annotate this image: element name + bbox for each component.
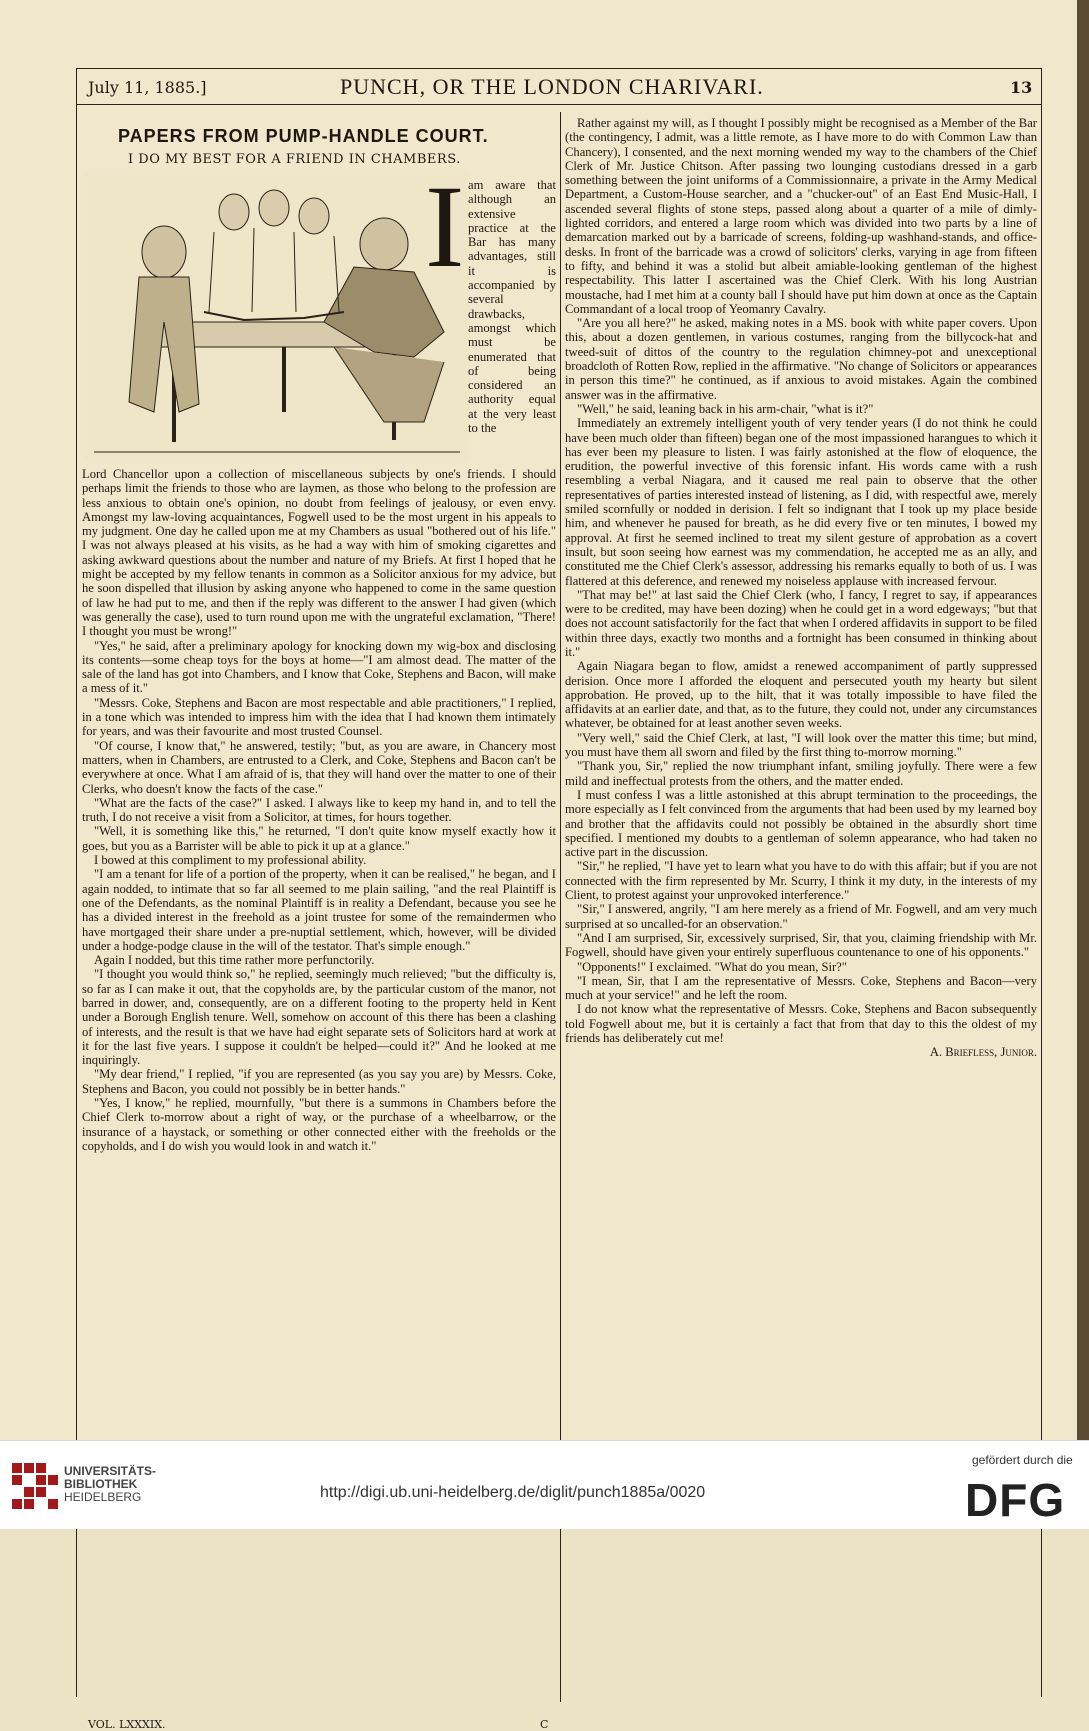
paragraph: "Are you all here?" he asked, making notes in a MS. book with white paper covers. Upon this, about a dozen gentlemen, in various costumes, ranging from the billycock-hat and tweed-suit of dittos of the country to the regulation chimney-pot and unexceptional broadcloth of Rotten Row, replied in the affirmative. "No change of Solicitors or appearances in person this time?" he continued, as if anxious to avoid mistakes. Again the combined answer was in the affirmative. (565, 316, 1037, 402)
paragraph: "My dear friend," I replied, "if you are represented (as you say you are) by Messrs. Coke, Stephens and Bacon, you could not possibly be in better hands." (82, 1067, 556, 1096)
paragraph: "What are the facts of the case?" I asked. I always like to keep my hand in, and to tell the truth, I do not receive a visit from a Solicitor, at times, for hours together. (82, 795, 556, 825)
university-library-logo-icon (12, 1463, 58, 1509)
permalink-url[interactable]: http://digi.ub.uni-heidelberg.de/diglit/punch1885a/0020 (320, 1484, 706, 1501)
author-signature: A. Briefless, Junior. (929, 1045, 1037, 1060)
logo-line: BIBLIOTHEK (64, 1477, 138, 1491)
volume-mark: VOL. LXXXIX. (88, 1718, 166, 1731)
drop-cap: I (425, 161, 465, 292)
paragraph: Rather against my will, as I thought I possibly might be recognised as a Member of the Bar (the contingency, I admit, was a little remote, as I have more to do with Common Law than Chancery), I consented, and the next morning wended my way to the chambers of the Chief Clerk of Mr. Justice Chitson. After passing two lounging custodians dressed in a garb something between the joint uniforms of a Commissionnaire, a private in the Army Medical Department, a Custom-House searcher, and a "chucker-out" of an East End Music-Hall, I ascended several flights of stone steps, passed along about a quarter of a mile of dimly-lighted corridors, and entered a large room which was divided into two parts by a line of demarcation marked out by a barricade of screens, folding-up washhand-stands, and office-desks. In front of the barricade was a crowd of solicitors' clerks, varying in age from fifteen to fifty, and behind it was a stolid but albeit amiable-looking gentleman of the highest respectability. This latter I ascertained was the Chief Clerk. With his long Austrian moustache, had I met him at a county ball I should have put him down at once as the Captain Commandant of a local troop of Yeomanry Cavalry. (565, 116, 1037, 316)
paragraph: "Thank you, Sir," replied the now triumphant infant, smiling joyfully. There were a few mild and ineffectual protests from the others, and the matter ended. (565, 759, 1037, 788)
university-library-name (64, 1465, 156, 1504)
funding-note: gefördert durch die (972, 1453, 1073, 1467)
page-edge (1077, 0, 1089, 1440)
paragraph: "I mean, Sir, that I am the representative of Messrs. Coke, Stephens and Bacon—very much at your service!" and he left the room. (565, 973, 1037, 1003)
viewer-footer-bar (0, 1440, 1089, 1529)
masthead-title: PUNCH, OR THE LONDON CHARIVARI. (340, 74, 764, 99)
intro-side-text (468, 178, 556, 435)
article-subtitle: I DO MY BEST FOR A FRIEND IN CHAMBERS. (128, 152, 461, 167)
issue-date: July 11, 1885.] (88, 78, 207, 97)
article-title: PAPERS FROM PUMP-HANDLE COURT. (118, 126, 489, 146)
paragraph: "Very well," said the Chief Clerk, at last, "I will look over the matter this time; but mind, you must have them all sworn and filed by the first thing to-morrow morning." (565, 730, 1037, 760)
dfg-logo: DFG (965, 1474, 1066, 1526)
header-rule (76, 104, 1042, 105)
paragraph: Immediately an extremely intelligent youth of very tender years (I do not think he could have been much older than fifteen) began one of the most impassioned harangues to which it has ever been my pleasure to listen. I was fairly astonished at the flow of eloquence, the erudition, the powerful invective of this forensic infant. His words came with a rush resembling a verbal Niagara, and it caused me real pain to observe that the other representatives of parties interested instead of listening, as I did, with respectful awe, merely smiled scornfully or nodded in derision. I felt so indignant that I took up my place beside him, and whenever he paused for breath, as he did every five or ten minutes, I bowed my approval. At first he seemed inclined to treat my silent gesture of approbation as a covert insult, but soon seeing how earnest was my commendation, he accepted me as an ally, and constituted me the Chief Clerk's assessor, addressing his remarks equally to both of us. I was flattered at this deference, and renewed my noiseless applause with increased fervour. (565, 416, 1037, 588)
paragraph: "And I am surprised, Sir, excessively surprised, Sir, that you, claiming friendship with Mr. Fogwell, should have given your entirely superfluous countenance to one of his opponents." (565, 930, 1037, 960)
paragraph: Again I nodded, but this time rather more perfunctorily. (94, 953, 375, 968)
logo-line: UNIVERSITÄTS- (64, 1464, 157, 1478)
paragraph: "Opponents!" I exclaimed. "What do you mean, Sir?" (577, 959, 847, 974)
paragraph: "Yes," he said, after a preliminary apology for knocking down my wig-box and disclosing its contents—some cheap toys for the boys at home—"I am almost dead. The matter of the sale of the land has got into Chambers, and I know that Coke, Stephens and Bacon, will make a mess of it." (82, 638, 556, 696)
paragraph: "Sir," I answered, angrily, "I am here merely as a friend of Mr. Fogwell, and am very much surprised at so uncalled-for an observation." (565, 902, 1037, 931)
paragraph: "Of course, I know that," he answered, testily; "but, as you are aware, in Chancery most matters, when in Chambers, are entrusted to a Clerk, and Coke, Stephens and Bacon can't be everywhere at once. What I am afraid of is, that they will hand over the matter to one of their Clerks, who doesn't know the facts of the case." (82, 738, 556, 796)
paragraph: "Well," he said, leaning back in his arm-chair, "what is it?" (577, 401, 874, 416)
page-number: 13 (1010, 78, 1033, 97)
paragraph: "That may be!" at last said the Chief Clerk (who, I fancy, I regret to say, if appearances were to be credited, may have been dozing) when he could get in a word edgeways; "but that does not account satisfactorily for the fact that when I ordered affidavits in support to be filed within three days, exactly two months and a fortnight has been consumed in thinking about it." (565, 587, 1037, 659)
paragraph: "I thought you would think so," he replied, seemingly much relieved; "but the difficulty is, so far as I can make it out, that the copyholds are, by the particular custom of the manor, not barred in dower, and, consequently, are on a different footing to the property held in Kent under a Borough English tenure. Well, somehow on account of this there has been a clashing of interests, and the result is that we have had eight separate sets of Solicitors hard at work at it for the last five years. I suppose it couldn't be helped—could it?" And he looked at me inquiringly. (82, 967, 556, 1068)
paragraph: "Yes, I know," he replied, mournfully, "but there is a summons in Chambers before the Chief Clerk to-morrow about a right of way, or the purchase of a wheelbarrow, or the insurance of a haystack, or something or other connected either with the freeholds or the copyholds, and I do wish you would look in and watch it." (82, 1096, 556, 1153)
paragraph: "Well, it is something like this," he returned, "I don't quite know myself exactly how it goes, but you as a Barrister will be able to pick it up at a glance." (82, 824, 556, 853)
paragraph: I must confess I was a little astonished at this abrupt termination to the proceedings, the more especially as I felt convinced from the arguments that had been used by my learned boy and brother that the affidavits could not possibly be obtained in the absurdly short time specified. I mentioned my doubts to a gentleman of solemn appearance, who had taken no active part in the discussion. (565, 787, 1037, 860)
engraving-illustration (84, 172, 470, 460)
paragraph: "Messrs. Coke, Stephens and Bacon are most respectable and able practitioners," I replied, in a tone which was intended to impress him with the idea that I had known them intimately for years, and was their favourite and most trusted Counsel. (82, 695, 556, 739)
paragraph: I bowed at this compliment to my professional ability. (94, 853, 367, 868)
paragraph: Lord Chancellor upon a collection of miscellaneous subjects by one's friends. I should perhaps limit the friends to those who are laymen, as those who belong to the profession are less anxious to obtain one's opinion, no doubt from feelings of jealousy, or even envy. Amongst my law-loving acquaintances, Fogwell used to be the most urgent in his appeals to my judgment. One day he called upon me at my Chambers as usual "bothered out of his life." I was not always pleased at his visits, as he had a way with him of smoking cigarettes and asking awkward questions about the number and nature of my Briefs. At first I hoped that he might be accepted by my fellow tenants in common as a Solicitor anxious for my advice, but he soon dispelled that illusion by asking anyone who happened to come in the same question of law he had put to me, and then if the reply was different to the answer I had given (which was generally the case), used to turn round upon me with the ungrateful exclamation, "There! I thought you must be wrong!" (82, 467, 556, 639)
signature-mark: C (540, 1718, 549, 1731)
paragraph: I do not know what the representative of Messrs. Coke, Stephens and Bacon subsequently told Fogwell about me, but it is certainly a fact that from that day to this the oldest of my friends has deliberately cut me! (565, 1002, 1037, 1045)
paragraph: Again Niagara began to flow, amidst a renewed accompaniment of partly suppressed derision. Once more I afforded the eloquent and persecuted youth my hearty but silent approbation. He proved, up to the hilt, that it was totally impossible to have filed the affidavits at an earlier date, and that, as to the future, they could not, under any circumstances whatever, be obtained for at least another seven weeks. (565, 659, 1037, 731)
logo-line: HEIDELBERG (64, 1490, 142, 1504)
paragraph: "I am a tenant for life of a portion of the property, when it can be realised," he began, and I again nodded, to intimate that so far all seemed to me plain sailing, "and the real Plaintiff is one of the Defendants, as the nominal Plaintiff is in reality a Defendant, because you see he has a divided interest in the freehold as a joint trustee for some of the remaindermen who have mortgaged their share under a pre-nuptial settlement, which, however, will be divided under a hodge-podge clause in the will of the testator. That's simple enough." (82, 867, 556, 953)
paragraph: "Sir," he replied, "I have yet to learn what you have to do with this affair; but if you are not connected with the firm represented by Mr. Scurry, I think it my duty, in the interests of my Client, to protest against your unprovoked interference." (565, 859, 1037, 903)
intro-paragraph: am aware that although an extensive practice at the Bar has many advantages, still it is accompanied by several drawbacks, amongst which must be enumerated that of being considered an authority equal at the very least to the (468, 178, 556, 436)
